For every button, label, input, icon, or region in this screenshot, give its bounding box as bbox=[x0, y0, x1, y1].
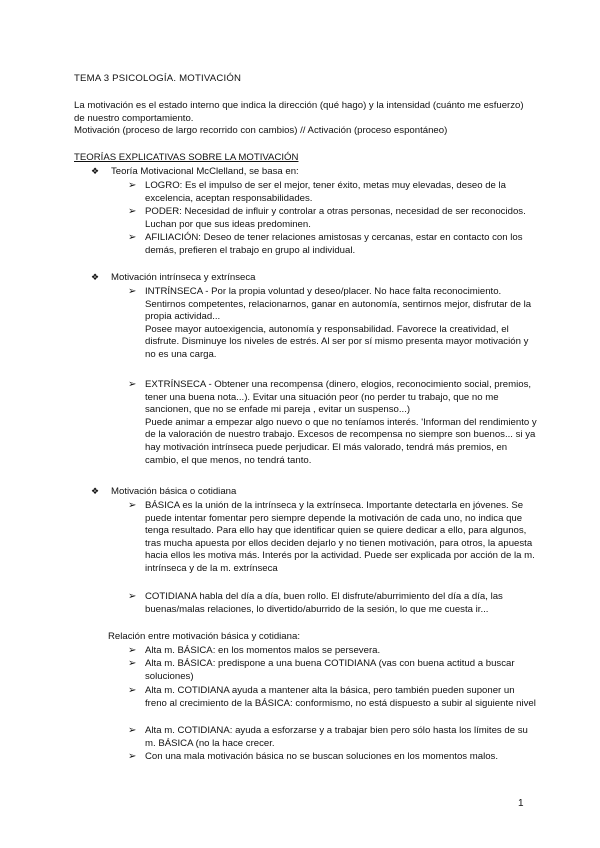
theory-label: Motivación básica o cotidiana bbox=[111, 486, 237, 497]
intro-contrast: Motivación (proceso de largo recorrido con cambios) // Activación (proceso espontáneo) bbox=[74, 125, 448, 136]
list-item bbox=[128, 751, 538, 764]
item-text-continued: Puede animar a empezar algo nuevo o que no teníamos interés. 'Informan del rendimiento y de la valoración de nuestro trabajo. Excesos de recompensa no siempre son buenos... si ya hay motivación intrínseca puede perjudicar. El más valorado, tendrá más premios, en cambio, el que menos, no tendrá tanto. bbox=[145, 416, 537, 466]
arrow-bullet-icon: ➢ bbox=[128, 379, 137, 390]
arrow-bullet-icon: ➢ bbox=[128, 232, 137, 243]
document-title: TEMA 3 PSICOLOGÍA. MOTIVACIÓN bbox=[74, 73, 242, 84]
item-text-continued: Posee mayor autoexigencia, autonomía y responsabilidad. Favorece la creatividad, el disfrute. Disminuye los niveles de estrés. Al ser por sí mismo presenta mayor motivación y no es una carga. bbox=[145, 323, 529, 360]
relation-label: Relación entre motivación básica y cotidiana: bbox=[108, 631, 300, 642]
arrow-bullet-icon: ➢ bbox=[128, 180, 137, 191]
diamond-bullet-icon: ❖ bbox=[91, 272, 100, 282]
arrow-bullet-icon: ➢ bbox=[128, 500, 137, 511]
arrow-bullet-icon: ➢ bbox=[128, 751, 137, 762]
section-heading: TEORÍAS EXPLICATIVAS SOBRE LA MOTIVACIÓN bbox=[74, 152, 299, 163]
list-item bbox=[128, 180, 538, 205]
item-text: LOGRO: Es el impulso de ser el mejor, tener éxito, metas muy elevadas, deseo de la excelencia, aceptan responsabilidades. bbox=[145, 180, 507, 204]
item-text: Alta m. COTIDIANA: ayuda a esforzarse y a trabajar bien pero sólo hasta los límites de su m. BÁSICA (no la hace crecer. bbox=[145, 725, 528, 749]
item-text: EXTRÍNSECA - Obtener una recompensa (dinero, elogios, reconocimiento social, premios, tener una buena nota...). Evitar una situación peor (no perder tu trabajo, que no me sancionen, que no se enfade mi pareja , evitar un suspenso...) bbox=[145, 379, 532, 416]
theory-label: Motivación intrínseca y extrínseca bbox=[111, 272, 256, 283]
diamond-bullet-icon: ❖ bbox=[91, 166, 100, 176]
list-item bbox=[128, 379, 538, 467]
item-text: PODER: Necesidad de influir y controlar a otras personas, necesidad de ser reconocidos. Luchan por que sus ideas predominen. bbox=[145, 206, 526, 230]
item-text: COTIDIANA habla del día a día, buen rollo. El disfrute/aburrimiento del día a día, las buenas/malas relaciones, lo divertido/aburrido de la sesión, lo que me cuesta ir... bbox=[145, 591, 503, 615]
diamond-bullet-icon: ❖ bbox=[91, 486, 100, 496]
item-text: Con una mala motivación básica no se buscan soluciones en los momentos malos. bbox=[145, 751, 499, 762]
list-item bbox=[128, 286, 538, 362]
arrow-bullet-icon: ➢ bbox=[128, 725, 137, 736]
list-item bbox=[128, 591, 538, 616]
arrow-bullet-icon: ➢ bbox=[128, 206, 137, 217]
arrow-bullet-icon: ➢ bbox=[128, 645, 137, 656]
item-text: Alta m. BÁSICA: predispone a una buena COTIDIANA (vas con buena actitud a buscar soluciones) bbox=[145, 658, 515, 682]
list-item bbox=[128, 206, 538, 231]
arrow-bullet-icon: ➢ bbox=[128, 685, 137, 696]
list-item bbox=[128, 685, 538, 710]
list-item bbox=[128, 232, 538, 257]
item-text: BÁSICA es la unión de la intrínseca y la extrínseca. Importante detectarla en jóvenes. Se puede intentar fomentar pero siempre depende la motivación de cada uno, no indica que tenga resultado. Para ello hay que identificar quien se quiere dedicar a ello, para algunos, tras mucha apuesta por ellos deciden dejarlo y no tienen motivación, para otros, la apuesta hacia ellos les motiva más. Interés por la actividad. Puede ser explicada por acción de la m. intrínseca y de la m. extrínseca bbox=[145, 500, 535, 574]
item-text: Alta m. COTIDIANA ayuda a mantener alta la básica, pero también pueden suponer un freno al crecimiento de la BÁSICA: conformismo, no está dispuesto a subir al siguiente nivel bbox=[145, 685, 536, 709]
arrow-bullet-icon: ➢ bbox=[128, 286, 137, 297]
arrow-bullet-icon: ➢ bbox=[128, 591, 137, 602]
item-text: INTRÍNSECA - Por la propia voluntad y deseo/placer. No hace falta reconocimiento. Sentirnos competentes, relacionarnos, ganar en autonomía, sentirnos mejor, disfrutar de la propia actividad... bbox=[145, 286, 532, 323]
list-item bbox=[128, 500, 538, 576]
page-number: 1 bbox=[518, 798, 524, 809]
item-text: Alta m. BÁSICA: en los momentos malos se persevera. bbox=[145, 645, 381, 656]
list-item bbox=[128, 645, 538, 658]
list-item bbox=[128, 725, 538, 750]
list-item bbox=[128, 658, 538, 683]
intro-definition: La motivación es el estado interno que indica la dirección (qué hago) y la intensidad (cuánto me esfuerzo) de nuestro comportamiento. bbox=[74, 100, 524, 124]
intro-paragraph bbox=[74, 100, 534, 138]
theory-label: Teoría Motivacional McClelland, se basa en: bbox=[111, 166, 299, 177]
item-text: AFILIACIÓN: Deseo de tener relaciones amistosas y cercanas, estar en contacto con los demás, prefieren el trabajo en grupo al individual. bbox=[145, 232, 523, 256]
arrow-bullet-icon: ➢ bbox=[128, 658, 137, 669]
